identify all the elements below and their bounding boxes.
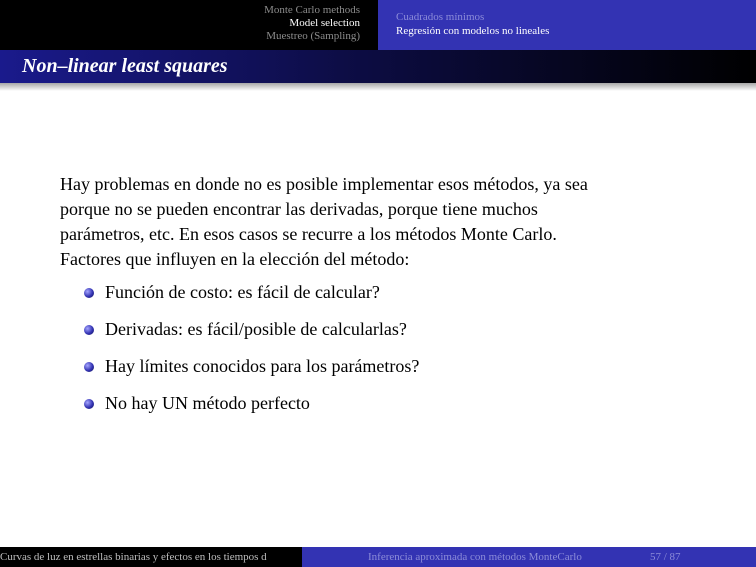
nav-subsection-regresion[interactable]: Regresión con modelos no lineales <box>396 25 550 37</box>
nav-section-muestreo[interactable]: Muestreo (Sampling) <box>266 30 360 42</box>
list-item <box>84 280 700 305</box>
bullet-ball-icon <box>84 288 94 298</box>
paragraph-line: porque no se pueden encontrar las derivadas, porque tiene muchos <box>60 199 538 219</box>
paragraph-line: Hay problemas en donde no es posible implementar esos métodos, ya sea <box>60 174 588 194</box>
bullet-ball-icon <box>84 362 94 372</box>
list-item <box>84 391 700 416</box>
nav-subsection-cuadrados[interactable]: Cuadrados mínimos <box>396 11 485 23</box>
bullet-text: Función de costo: es fácil de calcular? <box>105 282 380 302</box>
subsection-navigation <box>378 0 756 50</box>
bullet-text: No hay UN método perfecto <box>105 393 310 413</box>
footer-info <box>302 547 756 567</box>
footer-short-author: Curvas de luz en estrellas binarias y efectos en los tiempos d <box>0 551 267 563</box>
footer-page-number: 57 / 87 <box>650 551 681 563</box>
frame-title: Non–linear least squares <box>0 50 756 83</box>
bullet-ball-icon <box>84 325 94 335</box>
nav-section-model-selection[interactable]: Model selection <box>289 17 360 29</box>
paragraph-line: Factores que influyen en la elección del método: <box>60 249 410 269</box>
intro-paragraph <box>60 172 700 272</box>
bullet-list <box>60 280 700 416</box>
footer-short-title: Inferencia aproximada con métodos MonteCarlo <box>368 551 582 563</box>
title-shadow <box>0 83 756 91</box>
footer-author <box>0 547 302 567</box>
bullet-text: Derivadas: es fácil/posible de calcularlas? <box>105 319 407 339</box>
section-navigation <box>0 0 378 50</box>
bullet-text: Hay límites conocidos para los parámetros? <box>105 356 420 376</box>
list-item <box>84 354 700 379</box>
paragraph-line: parámetros, etc. En esos casos se recurre a los métodos Monte Carlo. <box>60 224 557 244</box>
list-item <box>84 317 700 342</box>
bullet-ball-icon <box>84 399 94 409</box>
nav-section-monte-carlo[interactable]: Monte Carlo methods <box>264 4 360 16</box>
slide-content <box>60 172 700 428</box>
